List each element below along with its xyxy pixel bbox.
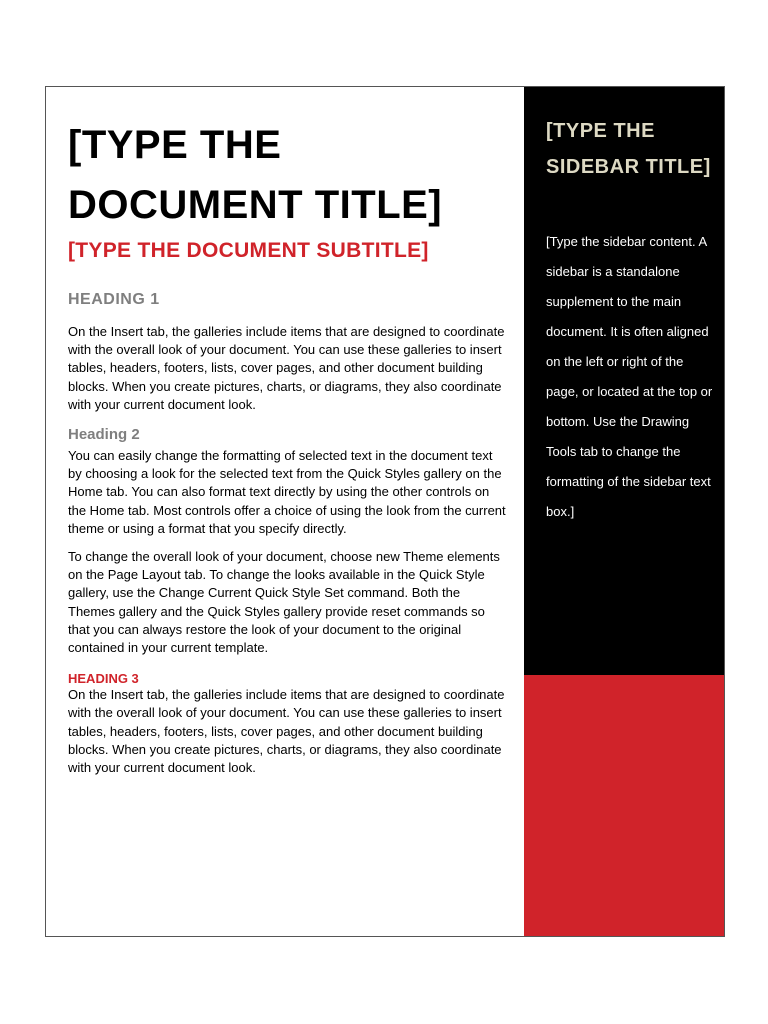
sidebar-text-box[interactable] [524, 87, 725, 675]
heading-1[interactable]: HEADING 1 [68, 291, 160, 308]
paragraph-2[interactable]: You can easily change the formatting of selected text in the document text by choosing a look for the selected text from the Quick Styles gallery on the Home tab. You can also format text directly by using the other controls on the Home tab. Most controls offer a choice of using the look from the current theme or using a format that you specify directly. [68, 448, 506, 536]
main-column [68, 115, 508, 777]
sidebar-title[interactable]: [TYPE THE SIDEBAR TITLE] [546, 120, 711, 178]
sidebar-content[interactable]: [Type the sidebar content. A sidebar is a standalone supplement to the main document. It is often aligned on the left or right of the page, or located at the top or bottom. Use the Drawing Tools tab to change the formatting of the sidebar text box.] [546, 234, 713, 519]
heading-3[interactable]: HEADING 3 [68, 671, 139, 687]
document-page [45, 86, 725, 937]
document-subtitle[interactable]: [TYPE THE DOCUMENT SUBTITLE] [68, 239, 429, 262]
paragraph-4[interactable]: On the Insert tab, the galleries include items that are designed to coordinate with the overall look of your document. You can use these galleries to insert tables, headers, footers, lists, cover pages, and other document building blocks. When you create pictures, charts, or diagrams, they also coordinate with your current document look. [68, 687, 505, 776]
document-title[interactable]: [TYPE THE DOCUMENT TITLE] [68, 123, 443, 227]
decorative-red-block [524, 675, 725, 937]
paragraph-1[interactable]: On the Insert tab, the galleries include items that are designed to coordinate with the overall look of your document. You can use these galleries to insert tables, headers, footers, lists, cover pages, and other document building blocks. When you create pictures, charts, or diagrams, they also coordinate with your current document look. [68, 324, 505, 412]
heading-2[interactable]: Heading 2 [68, 426, 140, 444]
paragraph-3[interactable]: To change the overall look of your document, choose new Theme elements on the Page Layout tab. To change the looks available in the Quick Style gallery, use the Change Current Quick Style Set command. Both the Themes gallery and the Quick Styles gallery provide reset commands so that you can always restore the look of your document to the original contained in your current template. [68, 549, 500, 656]
